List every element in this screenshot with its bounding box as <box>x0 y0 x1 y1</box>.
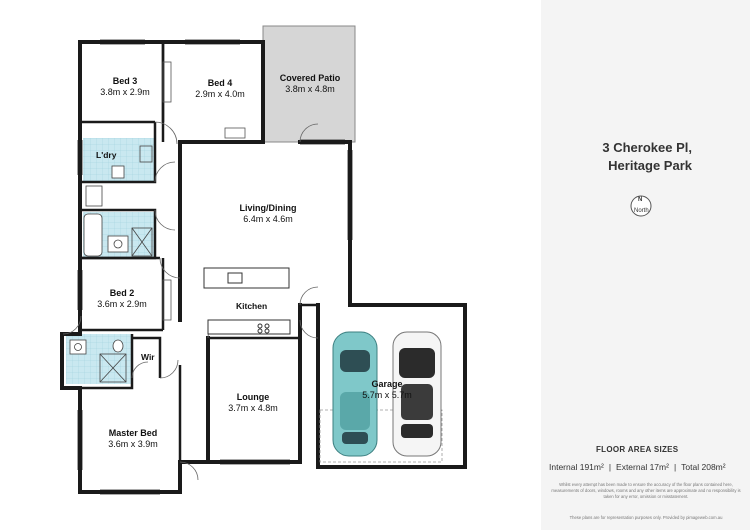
room-dims-lounge: 3.7m x 4.8m <box>228 403 278 413</box>
room-label-master <box>98 428 168 450</box>
kitchen-bench <box>208 320 290 334</box>
bathtub <box>84 214 102 256</box>
footer-credit: These plans are for representation purposes only. Provided by pimageweb.com.au <box>569 515 723 520</box>
room-name-bed3: Bed 3 <box>112 76 138 86</box>
room-dims-master: 3.6m x 3.9m <box>108 439 158 449</box>
room-label-lounge <box>221 392 285 414</box>
external-area: External 17m² <box>616 462 669 472</box>
room-name-lounge: Lounge <box>236 392 270 402</box>
room-dims-living: 6.4m x 4.6m <box>243 214 293 224</box>
room-name-living: Living/Dining <box>239 203 297 213</box>
room-name-bed2: Bed 2 <box>109 288 135 298</box>
room-name-laundry: L'dry <box>96 150 117 160</box>
room-label-bed3 <box>93 76 157 98</box>
room-name-patio: Covered Patio <box>279 73 341 83</box>
address-line1: 3 Cherokee Pl, <box>602 140 692 155</box>
room-name-garage: Garage <box>371 379 403 389</box>
room-dims-bed2: 3.6m x 2.9m <box>97 299 147 309</box>
room-dims-bed3: 3.8m x 2.9m <box>100 87 150 97</box>
room-label-bed2 <box>90 288 154 310</box>
room-name-wir: Wir <box>141 352 155 362</box>
room-name-bed4: Bed 4 <box>207 78 233 88</box>
address-line2: Heritage Park <box>608 158 692 173</box>
room-dims-bed4: 2.9m x 4.0m <box>195 89 245 99</box>
room-name-master: Master Bed <box>108 428 158 438</box>
room-dims-patio: 3.8m x 4.8m <box>285 84 335 94</box>
area-separator: | <box>673 462 677 472</box>
floor-area-heading: FLOOR AREA SIZES <box>596 445 679 454</box>
compass-word: North <box>634 208 649 214</box>
kitchen-island <box>204 268 289 288</box>
room-name-kitchen: Kitchen <box>236 301 268 311</box>
total-area: Total 208m² <box>681 462 726 472</box>
floor-area-summary <box>549 462 744 472</box>
room-label-bed4 <box>188 78 252 100</box>
room-label-garage <box>355 379 419 401</box>
room-dims-garage: 5.7m x 5.7m <box>362 390 412 400</box>
room-label-patio <box>274 73 346 95</box>
compass-letter: N <box>638 197 643 203</box>
disclaimer-text: Whilst every attempt has been made to ensure the accuracy of the floor plans contained here, measurements of doors, windows, rooms and any other items are approximate and no responsibility is taken for any error, omission or misstatement. <box>551 482 741 499</box>
area-separator: | <box>608 462 612 472</box>
internal-area: Internal 191m² <box>549 462 604 472</box>
room-label-living <box>228 203 308 225</box>
